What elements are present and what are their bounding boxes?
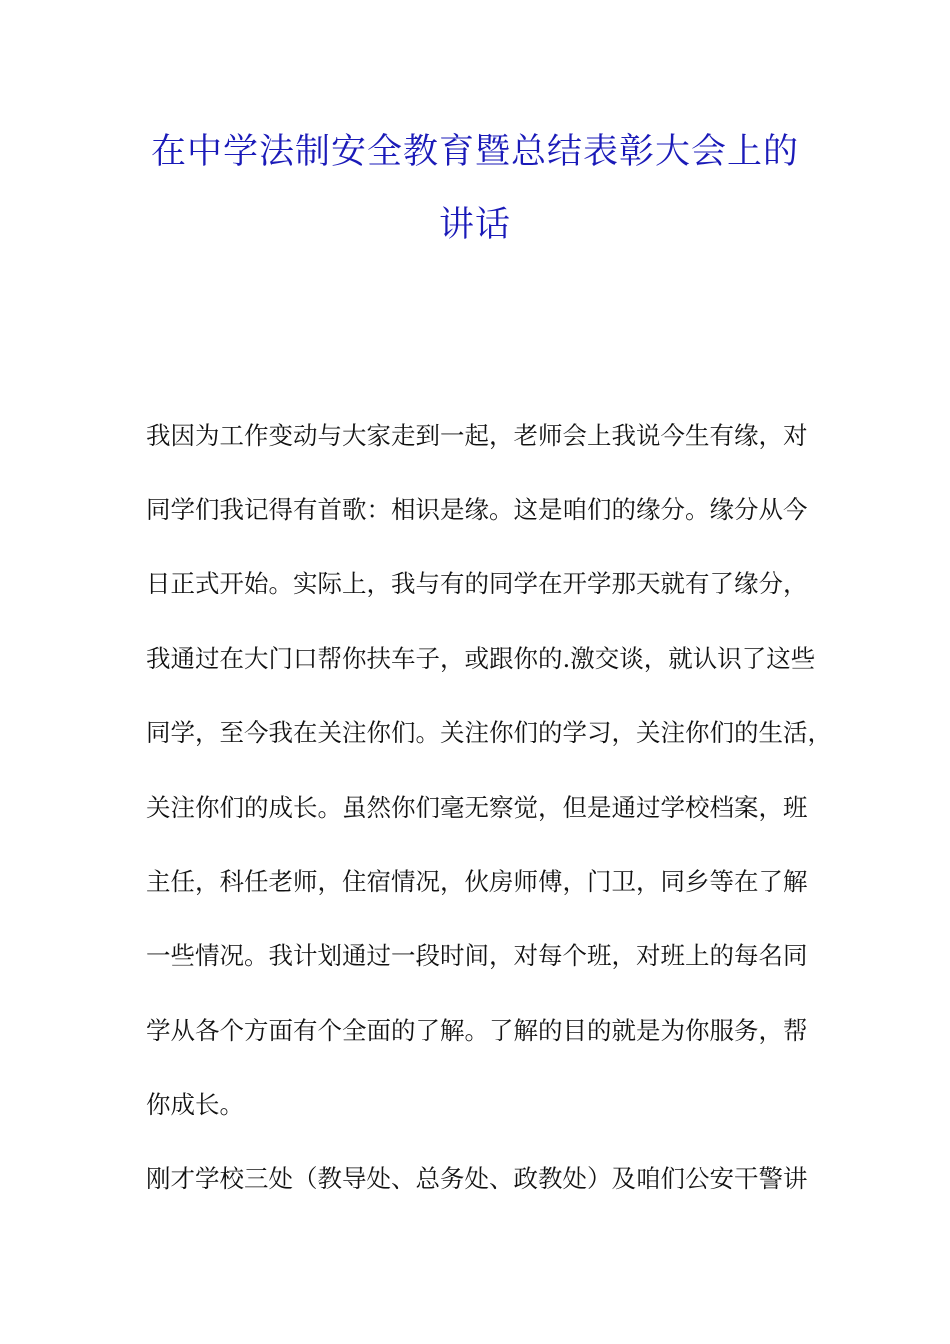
body-line-2: 同学们我记得有首歌：相识是缘。这是咱们的缘分。缘分从今 — [146, 495, 808, 524]
body-line-3: 日正式开始。实际上，我与有的同学在开学那天就有了缘分， — [146, 569, 808, 598]
body-line-10: 你成长。 — [146, 1090, 244, 1119]
document-title-line-1: 在中学法制安全教育暨总结表彰大会上的 — [150, 132, 799, 172]
body-line-9: 学从各个方面有个全面的了解。了解的目的就是为你服务，帮 — [146, 1016, 808, 1045]
body-line-11: 刚才学校三处（教导处、总务处、政教处）及咱们公安干警讲 — [146, 1164, 808, 1193]
body-line-4: 我通过在大门口帮你扶车子，或跟你的.激交谈，就认识了这些 — [146, 644, 816, 673]
document-title-line-2: 讲话 — [438, 205, 511, 245]
body-line-5: 同学，至今我在关注你们。关注你们的学习，关注你们的生活， — [146, 718, 832, 747]
body-line-6: 关注你们的成长。虽然你们毫无察觉，但是通过学校档案，班 — [146, 793, 808, 822]
body-line-1: 我因为工作变动与大家走到一起，老师会上我说今生有缘，对 — [146, 421, 808, 450]
body-line-8: 一些情况。我计划通过一段时间，对每个班，对班上的每名同 — [146, 941, 808, 970]
body-line-7: 主任，科任老师，住宿情况，伙房师傅，门卫，同乡等在了解 — [146, 867, 808, 896]
